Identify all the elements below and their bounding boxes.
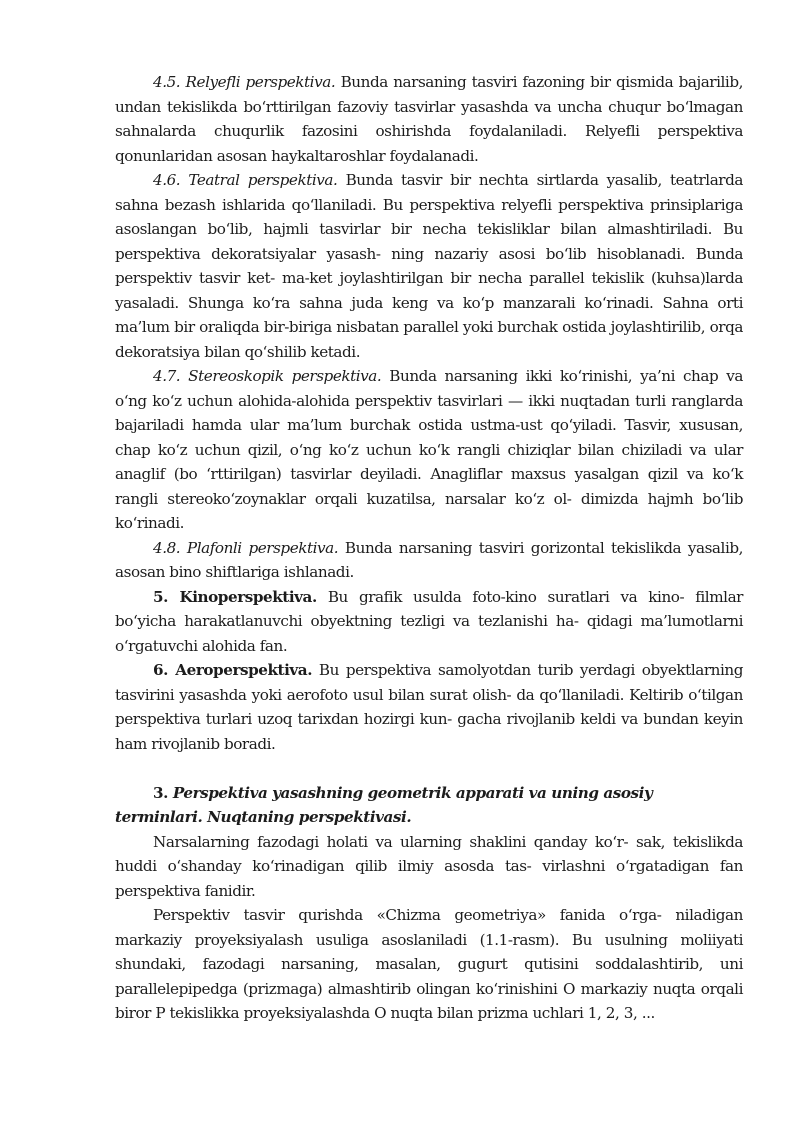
- paragraph-label: 4.8. Plafonli perspektiva.: [153, 538, 339, 557]
- paragraph-text: Bunda tasvir bir nechta sirtlarda yasalib, teatrlarda sahna bezash ishlarida qo‘llaniladi. Bu perspektiva relyefli perspektiva prinsiplariga asoslangan bo‘lib, hajmli tasvirlar bir necha tekisliklar bilan almashtiriladi. Bu perspektiva dekoratsiyalar yasash- ning nazariy asosi bo‘lib hisoblanadi. Bunda perspektiv tasvir ket- ma-ket joylashtirilgan bir necha parallel tekislik (kuhsa)larda yasaladi. Shunga ko‘ra sahna juda keng va ko‘p manzarali ko‘rinadi. Sahna orti ma’lum bir oraliqda bir-biriga nisbatan parallel yoki burchak ostida joylashtirilib, orqa dekoratsiya bilan qo‘shilib ketadi.: [115, 171, 743, 361]
- paragraph-text: Bu grafik usulda foto-kino suratlari va kino- filmlar bo‘yicha harakatlanuvchi obyektning tezligi va tezlanishi ha- qidagi ma’lumotlarni o‘rgatuvchi alohida fan.: [115, 587, 743, 655]
- section-paragraph: Perspektiv tasvir qurishda «Chizma geometriya» fanida o‘rga- niladigan markaziy proyeksiyalash usuliga asoslaniladi (1.1-rasm). Bu usulning moliiyati shundaki, fazodagi narsaning, masalan, gugurt qutisini soddalashtirib, uni parallelepipedga (prizmaga) almashtirib olingan ko‘rinishini O markaziy nuqta orqali biror P tekislikka proyeksiyalashda O nuqta bilan prizma uchlari 1, 2, 3, ...: [115, 906, 743, 1022]
- paragraph-label: 4.6. Teatral perspektiva.: [153, 171, 338, 189]
- paragraph-text: Bunda narsaning ikki ko‘rinishi, ya’ni chap va o‘ng ko‘z uchun alohida-alohida perspektiv tasvirlari — ikki nuqtadan turli ranglarda bajariladi hamda ular ma’lum burchak ostida ustma-ust qo‘yiladi. Tasvir, xususan, chap ko‘z uchun qizil, o‘ng ko‘z uchun ko‘k rangli chiziqlar bilan chiziladi va ular anaglif (bo ‘rttirilgan) tasvirlar deyiladi. Anagliflar maxsus yasalgan qizil va ko‘k rangli stereoko‘zoynaklar orqali kuzatilsa, narsalar ko‘z ol- dimizda hajmh bo‘lib ko‘rinadi.: [115, 367, 744, 532]
- section-title: Perspektiva yasashning geometrik apparati va uning asosiy terminlari. Nuqtaning perspektivasi.: [115, 783, 653, 826]
- paragraph-label: 5. Kinoperspektiva.: [153, 587, 317, 606]
- paragraph-label: 4.5. Relyefli perspektiva.: [153, 73, 336, 91]
- section-heading: [115, 781, 743, 830]
- paragraph-text: Bu perspektiva samolyotdan turib yerdagi obyektlarning tasvirini yasashda yoki aerofoto usul bilan surat olish- da qo‘llaniladi. Keltirib o‘tilgan perspektiva turlari uzoq tarixdan hozirgi kun- gacha rivojlanib keldi va bundan keyin ham rivojlanib boradi.: [115, 661, 743, 753]
- paragraph-teatral-perspektiva: [115, 168, 743, 364]
- paragraph-relyefli-perspektiva: [115, 70, 743, 168]
- paragraph-kinoperspektiva: [115, 585, 743, 659]
- document-page: [115, 70, 743, 1026]
- paragraph-stereoskopik-perspektiva: [115, 364, 743, 536]
- paragraph-text: Bunda narsaning tasviri fazoning bir qismida bajarilib, undan tekislikda bo‘rttirilgan fazoviy tasvirlar yasashda va uncha chuqur bo‘lmagan sahnalarda chuqurlik fazosini oshirishda foydalaniladi. Relyefli perspektiva qonunlaridan asosan haykaltaroshlar foydalanadi.: [115, 73, 743, 165]
- paragraph-aeroperspektiva: [115, 658, 743, 756]
- section-number: 3.: [153, 783, 168, 802]
- paragraph-plafonli-perspektiva: [115, 536, 743, 585]
- paragraph-label: 4.7. Stereoskopik perspektiva.: [153, 367, 382, 385]
- section-paragraph: Narsalarning fazodagi holati va ularning shaklini qanday ko‘r- sak, tekislikda huddi o‘shanday ko‘rinadigan qilib ilmiy asosda tas- virlashni o‘rgatadigan fan perspektiva fanidir.: [115, 832, 743, 900]
- paragraph-text: Bunda narsaning tasviri gorizontal tekislikda yasalib, asosan bino shiftlariga ishlanadi.: [115, 538, 743, 581]
- paragraph-label: 6. Aeroperspektiva.: [153, 661, 313, 679]
